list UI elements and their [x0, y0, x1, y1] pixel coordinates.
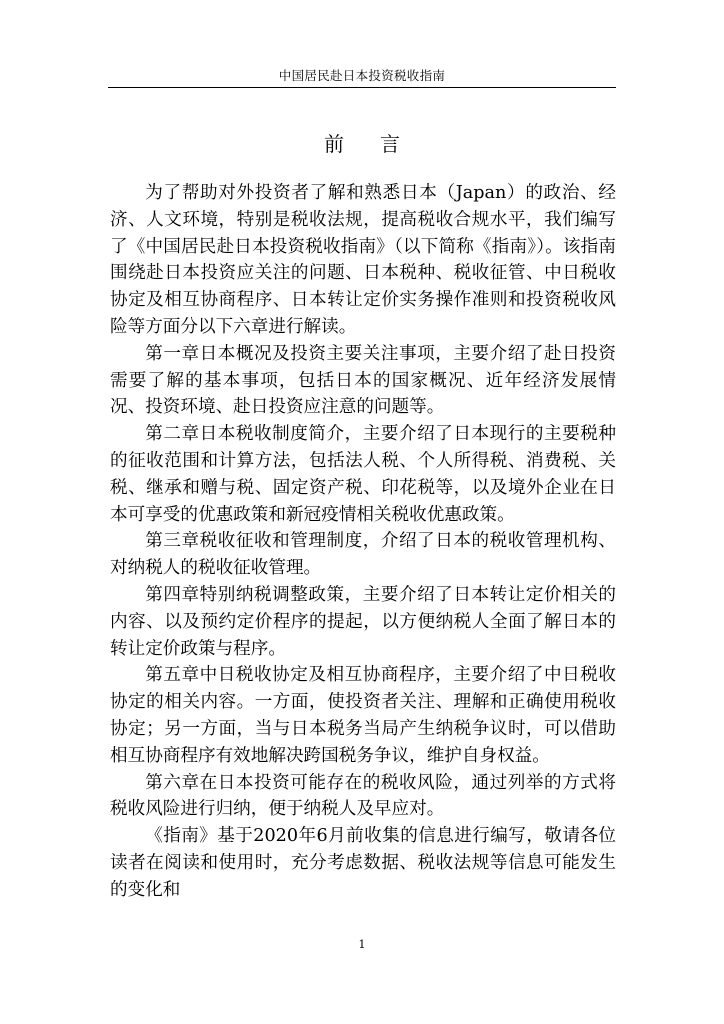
paragraph-chapter-4: 第四章特别纳税调整政策，主要介绍了日本转让定价相关的内容、以及预约定价程序的提起，以方便纳税人全面了解日本的转让定价政策与程序。 — [110, 584, 616, 659]
paragraph-intro: 为了帮助对外投资者了解和熟悉日本（Japan）的政治、经济、人文环境，特别是税收法规，提高税收合规水平，我们编写了《中国居民赴日本投资税收指南》（以下简称《指南》）。该指南围绕赴日本投资应关注的问题、日本税种、税收征管、中日税收协定及相互协商程序、日本转让定价实务操作准则和投资税收风险等方面分以下六章进行解读。 — [110, 183, 616, 337]
paragraph-guide-note: 《指南》基于2020年6月前收集的信息进行编写，敬请各位读者在阅读和使用时，充分考虑数据、税收法规等信息可能发生的变化和 — [110, 826, 616, 900]
paragraph-chapter-3: 第三章税收征收和管理制度，介绍了日本的税收管理机构、对纳税人的税收征收管理。 — [110, 531, 616, 579]
page-title: 前言 — [324, 132, 436, 156]
header-divider — [108, 87, 616, 88]
paragraph-chapter-2: 第二章日本税收制度简介，主要介绍了日本现行的主要税种的征收范围和计算方法，包括法人税、个人所得税、消费税、关税、继承和赠与税、固定资产税、印花税等，以及境外企业在日本可享受的优惠政策和新冠疫情相关税收优惠政策。 — [110, 424, 616, 525]
body-text — [110, 180, 616, 904]
paragraph-chapter-6: 第六章在日本投资可能存在的税收风险，通过列举的方式将税收风险进行归纳，便于纳税人及早应对。 — [110, 772, 616, 820]
page-number: 1 — [358, 938, 366, 951]
paragraph-chapter-1: 第一章日本概况及投资主要关注事项，主要介绍了赴日投资需要了解的基本事项，包括日本的国家概况、近年经济发展情况、投资环境、赴日投资应注意的问题等。 — [110, 343, 616, 418]
paragraph-chapter-5: 第五章中日税收协定及相互协商程序，主要介绍了中日税收协定的相关内容。一方面，使投资者关注、理解和正确使用税收协定；另一方面，当与日本税务当局产生纳税争议时，可以借助相互协商程序有效地解决跨国税务争议，维护自身权益。 — [110, 665, 616, 766]
running-header: 中国居民赴日本投资税收指南 — [278, 68, 446, 83]
